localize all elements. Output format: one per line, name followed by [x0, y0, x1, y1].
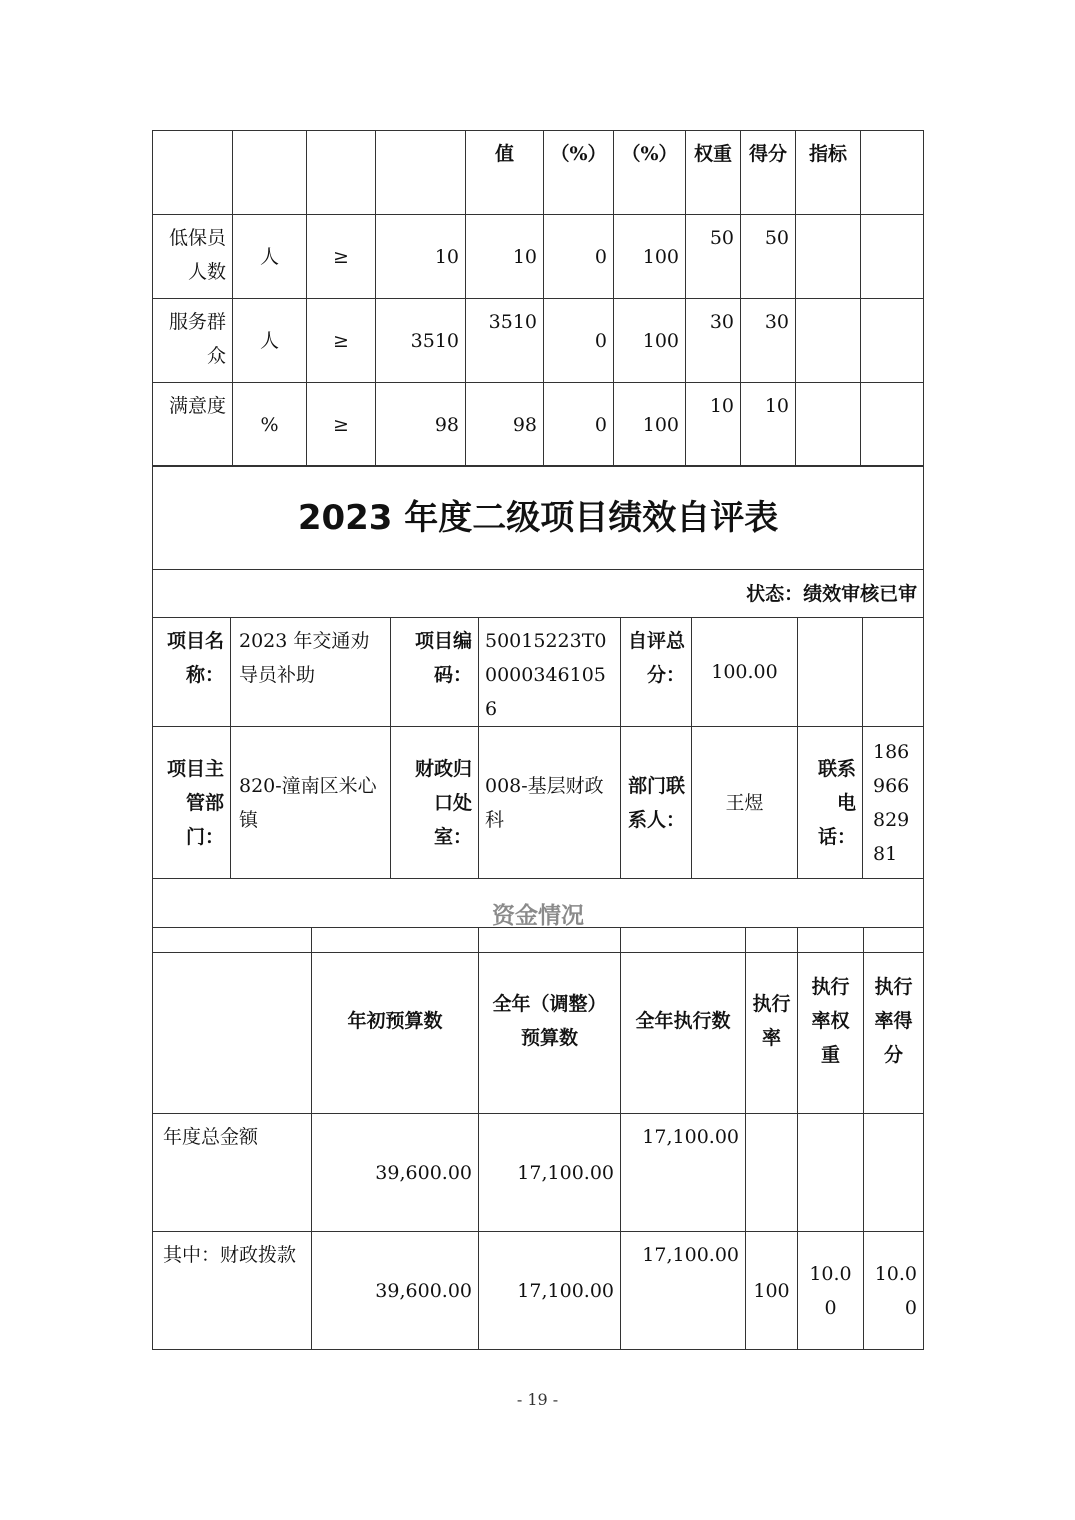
indicator-target: 10 [376, 215, 466, 299]
fund-section-heading: 资金情况 [153, 879, 924, 953]
indicator-name: 服务群众 [153, 299, 233, 383]
indicator-actual: 10 [466, 215, 544, 299]
indicator-empty [861, 299, 924, 383]
indicator-operator: ≥ [307, 299, 376, 383]
contact-label: 部门联系人： [621, 727, 692, 879]
table-row [153, 299, 924, 383]
header-cell: 得分 [741, 131, 796, 215]
fund-rate-score: 10.00 [864, 1232, 924, 1350]
indicator-target: 98 [376, 383, 466, 467]
indicator-name: 满意度 [153, 383, 233, 467]
header-cell: 执行率 [746, 928, 798, 1114]
fund-adjusted: 17,100.00 [479, 1232, 621, 1350]
indicator-deviation: 0 [544, 215, 614, 299]
indicator-empty [796, 299, 861, 383]
table-row [153, 383, 924, 467]
fund-executed: 17,100.00 [621, 1114, 746, 1232]
table-row [153, 1114, 924, 1232]
fund-rate-weight [798, 1114, 864, 1232]
dept-value: 820-潼南区米心镇 [231, 727, 391, 879]
indicator-completion: 100 [614, 215, 686, 299]
indicator-completion: 100 [614, 383, 686, 467]
header-cell [153, 928, 312, 1114]
project-code-label: 项目编码： [391, 618, 479, 727]
indicator-empty [861, 215, 924, 299]
fund-initial: 39,600.00 [312, 1114, 479, 1232]
fund-rate [746, 1114, 798, 1232]
indicator-operator: ≥ [307, 383, 376, 467]
fund-rate-score [864, 1114, 924, 1232]
indicator-weight: 30 [686, 299, 741, 383]
indicator-actual: 3510 [466, 299, 544, 383]
phone-value: 18696682981 [863, 727, 924, 879]
header-cell: 指标 [796, 131, 861, 215]
contact-value: 王煜 [692, 727, 798, 879]
project-name-value: 2023 年交通劝导员补助 [231, 618, 391, 727]
fund-adjusted: 17,100.00 [479, 1114, 621, 1232]
fund-executed: 17,100.00 [621, 1232, 746, 1350]
indicator-completion: 100 [614, 299, 686, 383]
indicator-header-row [153, 131, 924, 215]
table-row [153, 1232, 924, 1350]
header-cell [233, 131, 307, 215]
indicator-target: 3510 [376, 299, 466, 383]
indicator-name: 低保员人数 [153, 215, 233, 299]
project-code-value: 50015223T000003461056 [479, 618, 621, 727]
phone-label: 联系电话： [798, 727, 863, 879]
status-text: 状态：绩效审核已审 [153, 570, 924, 618]
fund-row-label: 其中：财政拨款 [153, 1232, 312, 1350]
page-number: - 19 - [516, 1390, 559, 1409]
header-cell: （%） [614, 131, 686, 215]
indicator-table [152, 130, 924, 467]
header-cell: 年初预算数 [312, 928, 479, 1114]
status-row [153, 570, 924, 618]
header-cell: 值 [466, 131, 544, 215]
indicator-deviation: 0 [544, 299, 614, 383]
indicator-actual: 98 [466, 383, 544, 467]
indicator-empty [861, 383, 924, 467]
header-cell: 执行率得分 [864, 928, 924, 1114]
table-row [153, 727, 924, 879]
indicator-empty [796, 215, 861, 299]
header-cell [307, 131, 376, 215]
finance-office-label: 财政归口处室： [391, 727, 479, 879]
finance-office-value: 008-基层财政科 [479, 727, 621, 879]
dept-label: 项目主管部门： [153, 727, 231, 879]
project-name-label: 项目名称： [153, 618, 231, 727]
indicator-deviation: 0 [544, 383, 614, 467]
header-cell: 权重 [686, 131, 741, 215]
indicator-score: 10 [741, 383, 796, 467]
fund-row-label: 年度总金额 [153, 1114, 312, 1232]
fund-initial: 39,600.00 [312, 1232, 479, 1350]
empty-cell [863, 618, 924, 727]
header-cell [376, 131, 466, 215]
page-title: 2023 年度二级项目绩效自评表 [153, 466, 924, 570]
self-score-value: 100.00 [692, 618, 798, 727]
fund-table [152, 927, 924, 1350]
table-row [153, 618, 924, 727]
indicator-score: 30 [741, 299, 796, 383]
fund-rate: 100 [746, 1232, 798, 1350]
indicator-unit: % [233, 383, 307, 467]
title-row [153, 466, 924, 570]
header-cell: 全年（调整）预算数 [479, 928, 621, 1114]
fund-header-row [153, 928, 924, 1114]
header-cell: （%） [544, 131, 614, 215]
indicator-unit: 人 [233, 299, 307, 383]
indicator-empty [796, 383, 861, 467]
header-cell [153, 131, 233, 215]
header-cell: 执行率权重 [798, 928, 864, 1114]
indicator-score: 50 [741, 215, 796, 299]
indicator-weight: 50 [686, 215, 741, 299]
self-score-label: 自评总分： [621, 618, 692, 727]
fund-rate-weight: 10.00 [798, 1232, 864, 1350]
header-cell: 全年执行数 [621, 928, 746, 1114]
project-info-table [152, 465, 924, 953]
empty-cell [798, 618, 863, 727]
indicator-unit: 人 [233, 215, 307, 299]
indicator-operator: ≥ [307, 215, 376, 299]
indicator-weight: 10 [686, 383, 741, 467]
table-row [153, 215, 924, 299]
header-cell [861, 131, 924, 215]
